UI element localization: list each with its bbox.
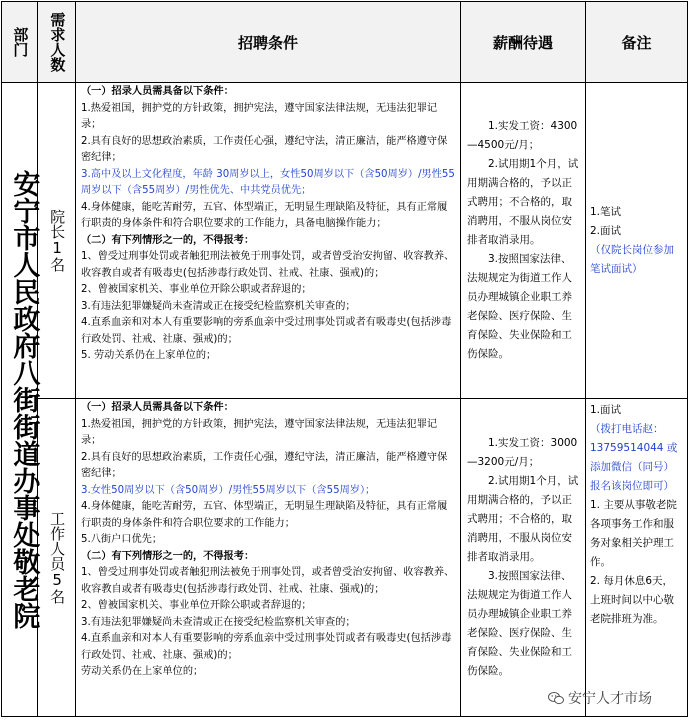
condition-item: 1、曾受过刑事处罚或者触犯刑法被免于刑事处罚，或者曾受治安拘留、收容教养、收容教自或者有吸毒史(包括涉毒行政处罚、社戒、社康、强戒)的； bbox=[81, 567, 455, 595]
note-item: 1.笔试 bbox=[590, 205, 622, 218]
salary-item: 1.实发工资：4300—4500元/月； bbox=[467, 120, 578, 151]
condition-item: 4.直系血亲和对本人有重要影响的旁系血亲中受过刑事处罚或者有吸毒史(包括涉毒行政处罚、社戒、社康、强戒)的； bbox=[81, 633, 452, 661]
salary-item: 3.按照国家法律、法规规定为街道工作人员办理城镇企业职工养老保险、医疗保险、生育保险、失业保险和工伤保险。 bbox=[467, 570, 572, 677]
recruitment-table bbox=[1, 1, 688, 717]
condition-item: 3.高中及以上文化程度，年龄 30周岁以上，女性50周岁以下（含50周岁）/男性55周岁以下（含55周岁）/男性优先、中共党员优先； bbox=[81, 168, 455, 196]
conditions-heading: （二）有下列情形之一的，不得报考： bbox=[81, 234, 255, 246]
note-item: （拨打电话赵：13759514044 或添加微信（同号）报名该岗位即可） bbox=[590, 423, 678, 492]
condition-item: 2.具有良好的思想政治素质，工作责任心强，遵纪守法，清正廉洁，能严格遵守保密纪律； bbox=[81, 135, 448, 163]
condition-item: 4.身体健康，能吃苦耐劳，五官、体型端正，无明显生理缺陷及特征，具有正常履行职责的身体条件和符合职位要求的工作能力，具备电脑操作能力； bbox=[81, 201, 448, 229]
condition-item: 3.有违法犯罪嫌疑尚未查清或正在接受纪检监察机关审查的； bbox=[81, 616, 356, 628]
note-item: 1.面试 bbox=[590, 404, 622, 416]
header-notes: 备注 bbox=[586, 2, 688, 83]
conditions-cell bbox=[76, 399, 461, 717]
header-count: 需求人数 bbox=[38, 2, 76, 83]
condition-item: 劳动关系仍在上家单位的； bbox=[81, 666, 204, 677]
position-cell: 工作人员5名 bbox=[38, 399, 76, 717]
condition-item: 2、曾被国家机关、事业单位开除公职或者辞退的； bbox=[81, 600, 312, 611]
conditions-heading: （一）招录人员需具备以下条件： bbox=[81, 86, 234, 97]
note-item: 2.面试 bbox=[590, 224, 622, 237]
header-row bbox=[2, 2, 688, 83]
conditions-heading: （二）有下列情形之一的，不得报考： bbox=[81, 550, 255, 562]
department-name: 安宁市人民政府八街街道办事处敬老院 bbox=[8, 170, 40, 629]
wechat-icon bbox=[548, 691, 564, 705]
watermark bbox=[548, 688, 652, 708]
condition-item: 3.有违法犯罪嫌疑尚未查清或正在接受纪检监察机关审查的； bbox=[81, 300, 356, 312]
conditions-heading: （一）招录人员需具备以下条件： bbox=[81, 402, 234, 413]
condition-item: 1.热爱祖国，拥护党的方针政策，拥护宪法，遵守国家法律法规，无违法犯罪记录； bbox=[81, 418, 438, 446]
condition-item: 2、曾被国家机关、事业单位开除公职或者辞退的； bbox=[81, 284, 312, 295]
salary-item: 2.试用期1个月，试用期满合格的，予以正式聘用；不合格的，取消聘用，不服从岗位安排者取消录用。 bbox=[467, 475, 579, 563]
salary-cell bbox=[461, 83, 586, 399]
table-row bbox=[2, 83, 688, 399]
note-item: 2. 每月休息6天，上班时间以中心敬老院排班为准。 bbox=[590, 575, 674, 625]
condition-item: 1、曾受过刑事处罚或者触犯刑法被免于刑事处罚，或者曾受治安拘留、收容教养、收容教自或者有吸毒史(包括涉毒行政处罚、社戒、社康、强戒)的； bbox=[81, 251, 455, 279]
condition-item: 5. 劳动关系仍在上家单位的； bbox=[81, 350, 217, 361]
notes-cell bbox=[586, 399, 688, 717]
salary-cell bbox=[461, 399, 586, 717]
header-salary: 薪酬待遇 bbox=[461, 2, 586, 83]
salary-item: 1.实发工资：3000—3200元/月； bbox=[467, 437, 578, 468]
note-item: （仅院长岗位参加笔试面试） bbox=[590, 243, 674, 275]
salary-item: 3.按照国家法律、法规规定为街道工作人员办理城镇企业职工养老保险、医疗保险、生育保险、失业保险和工伤保险。 bbox=[467, 253, 572, 360]
notes-cell bbox=[586, 83, 688, 399]
watermark-text: 安宁人才市场 bbox=[568, 691, 652, 707]
table-row bbox=[2, 399, 688, 717]
condition-item: 4.身体健康，能吃苦耐劳，五官、体型端正，无明显生理缺陷及特征，具有正常履行职责的身体条件和符合职位要求的工作能力； bbox=[81, 501, 448, 529]
condition-item: 3.女性50周岁以下（含50周岁）/男性55周岁以下（含55周岁）； bbox=[81, 484, 376, 496]
condition-item: 2.具有良好的思想政治素质，工作责任心强，遵纪守法，清正廉洁，能严格遵守保密纪律； bbox=[81, 451, 448, 479]
condition-item: 4.直系血亲和对本人有重要影响的旁系血亲中受过刑事处罚或者有吸毒史(包括涉毒行政处罚、社戒、社康、强戒)的； bbox=[81, 317, 452, 345]
department-cell bbox=[2, 83, 38, 717]
header-conditions: 招聘条件 bbox=[76, 2, 461, 83]
conditions-cell bbox=[76, 83, 461, 399]
salary-item: 2.试用期1个月，试用期满合格的，予以正式聘用；不合格的，取消聘用，不服从岗位安排者取消录用。 bbox=[467, 158, 579, 246]
note-item: 1. 主要从事敬老院各项事务工作和服务对象相关护理工作。 bbox=[590, 499, 677, 568]
condition-item: 5.八街户口优先； bbox=[81, 534, 163, 545]
header-dept: 部门 bbox=[2, 2, 38, 83]
position-cell: 院长1名 bbox=[38, 83, 76, 399]
condition-item: 1.热爱祖国，拥护党的方针政策，拥护宪法，遵守国家法律法规，无违法犯罪记录； bbox=[81, 102, 438, 130]
